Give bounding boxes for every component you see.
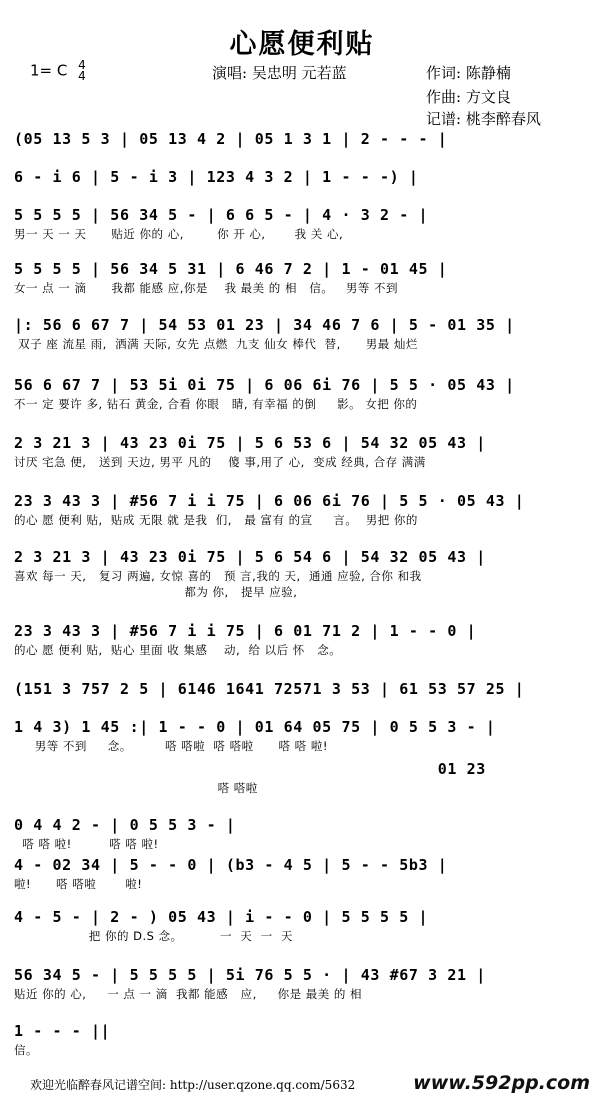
score-line <box>14 546 589 600</box>
score-line <box>14 128 589 150</box>
lyrics-row: 的心 愿 便利 贴, 贴心 里面 收 集感 动, 给 以后 怀 念。 <box>14 643 342 657</box>
lyrics-row: 把 你的 D.S 念。 一 天 一 天 <box>14 929 293 943</box>
lyrics-row: 贴近 你的 心, 一 点 一 滴 我都 能感 应, 你是 最美 的 相 <box>14 987 363 1001</box>
lyrics-row: 双子 座 流星 雨, 洒满 天际, 女先 点燃 九支 仙女 棒代 替, 男最 灿烂 <box>14 337 418 351</box>
lyrics-row: 啦! 嗒 嗒啦 啦! <box>14 877 143 891</box>
score-line <box>14 678 589 700</box>
lyrics-row: 女一 点 一 滴 我都 能感 应,你是 我 最美 的 相 信。 男等 不到 <box>14 281 399 295</box>
score-line <box>14 166 589 188</box>
time-signature <box>78 60 86 82</box>
score-line <box>14 258 589 296</box>
lyrics-row: 嗒 嗒 啦! 嗒 嗒 啦! <box>14 837 159 851</box>
lyrics-row: 男一 天 一 天 贴近 你的 心, 你 开 心, 我 关 心, <box>14 227 344 241</box>
score-line <box>14 758 589 796</box>
score-line <box>14 374 589 412</box>
notes-row: 2 3 21 3 | 43 23 0i 75 | 5 6 54 6 | 54 32 05 43 | <box>14 548 486 566</box>
score-line <box>14 620 589 658</box>
lyrics-row: 男等 不到 念。 嗒 嗒啦 嗒 嗒啦 嗒 嗒 啦! <box>14 739 328 753</box>
notes-row: 56 6 67 7 | 53 5i 0i 75 | 6 06 6i 76 | 5 5 · 05 43 | <box>14 376 515 394</box>
lyrics-row: 讨厌 宅急 便, 送到 天边, 男平 凡的 傻 事,用了 心, 变成 经典, 合存 满满 <box>14 455 426 469</box>
song-title: 心愿便利贴 <box>229 29 375 60</box>
lyrics-row: 信。 <box>14 1043 38 1057</box>
notes-row: 2 3 21 3 | 43 23 0i 75 | 5 6 53 6 | 54 32 05 43 | <box>14 434 486 452</box>
notes-row: 56 34 5 - | 5 5 5 5 | 5i 76 5 5 · | 43 #67 3 21 | <box>14 966 486 984</box>
score-line <box>14 204 589 242</box>
score-line <box>14 854 589 892</box>
notes-row: 4 - 02 34 | 5 - - 0 | (b3 - 4 5 | 5 - - 5b3 | <box>14 856 448 874</box>
transcriber-credit: 记谱: 桃李醉春风 <box>426 110 541 128</box>
notes-row: 23 3 43 3 | #56 7 i i 75 | 6 01 71 2 | 1 - - 0 | <box>14 622 477 640</box>
composer-credit: 作曲: 方文良 <box>426 88 511 106</box>
singers-credit: 演唱: 吴忠明 元若蓝 <box>212 64 347 82</box>
key-label: 1= C <box>30 61 68 80</box>
notes-row: 23 3 43 3 | #56 7 i i 75 | 6 06 6i 76 | 5 5 · 05 43 | <box>14 492 525 510</box>
notes-row: 4 - 5 - | 2 - ) 05 43 | i - - 0 | 5 5 5 5 | <box>14 908 429 926</box>
footer-link-text: 欢迎光临醉春风记谱空间: http://user.qzone.qq.com/5632 <box>30 1078 356 1092</box>
key-signature <box>30 60 86 82</box>
notes-row: 1 4 3) 1 45 :| 1 - - 0 | 01 64 05 75 | 0 5 5 3 - | <box>14 718 496 736</box>
score-line <box>14 490 589 528</box>
score-line <box>14 814 589 852</box>
time-numerator: 4 <box>78 58 86 72</box>
notes-row: |: 56 6 67 7 | 54 53 01 23 | 34 46 7 6 | 5 - 01 35 | <box>14 316 515 334</box>
score-line <box>14 716 589 754</box>
score-line <box>14 432 589 470</box>
notes-row: (05 13 5 3 | 05 13 4 2 | 05 1 3 1 | 2 - - - | <box>14 130 448 148</box>
notes-row: (151 3 757 2 5 | 6146 1641 72571 3 53 | 61 53 57 25 | <box>14 680 525 698</box>
notes-row: 6 - i 6 | 5 - i 3 | 123 4 3 2 | 1 - - -) | <box>14 168 419 186</box>
lyrics-row: 喜欢 每一 天, 复习 两遍, 女惊 喜的 预 言,我的 天, 通通 应验, 合你 和我 都为 你, 提早 应验, <box>14 569 422 599</box>
lyrics-row: 嗒 嗒啦 <box>14 781 258 795</box>
notes-row: 5 5 5 5 | 56 34 5 31 | 6 46 7 2 | 1 - 01 45 | <box>14 260 448 278</box>
notes-row: 0 4 4 2 - | 0 5 5 3 - | <box>14 816 236 834</box>
lyricist-credit: 作词: 陈静楠 <box>426 64 511 82</box>
lyrics-row: 不一 定 要许 多, 钻石 黄金, 合看 你眼 睛, 有幸福 的倒 影。 女把 你的 <box>14 397 418 411</box>
notes-row: 5 5 5 5 | 56 34 5 - | 6 6 5 - | 4 · 3 2 - | <box>14 206 429 224</box>
score-line <box>14 314 589 352</box>
lyrics-row: 的心 愿 便利 贴, 贴成 无限 就 是我 们, 最 富有 的宣 言。 男把 你的 <box>14 513 418 527</box>
score-line <box>14 1020 589 1058</box>
score-line <box>14 964 589 1002</box>
notes-row: 01 23 <box>14 760 486 778</box>
time-denominator: 4 <box>78 69 86 83</box>
score-line <box>14 906 589 944</box>
notes-row: 1 - - - || <box>14 1022 111 1040</box>
site-watermark: www.592pp.com <box>413 1072 590 1094</box>
